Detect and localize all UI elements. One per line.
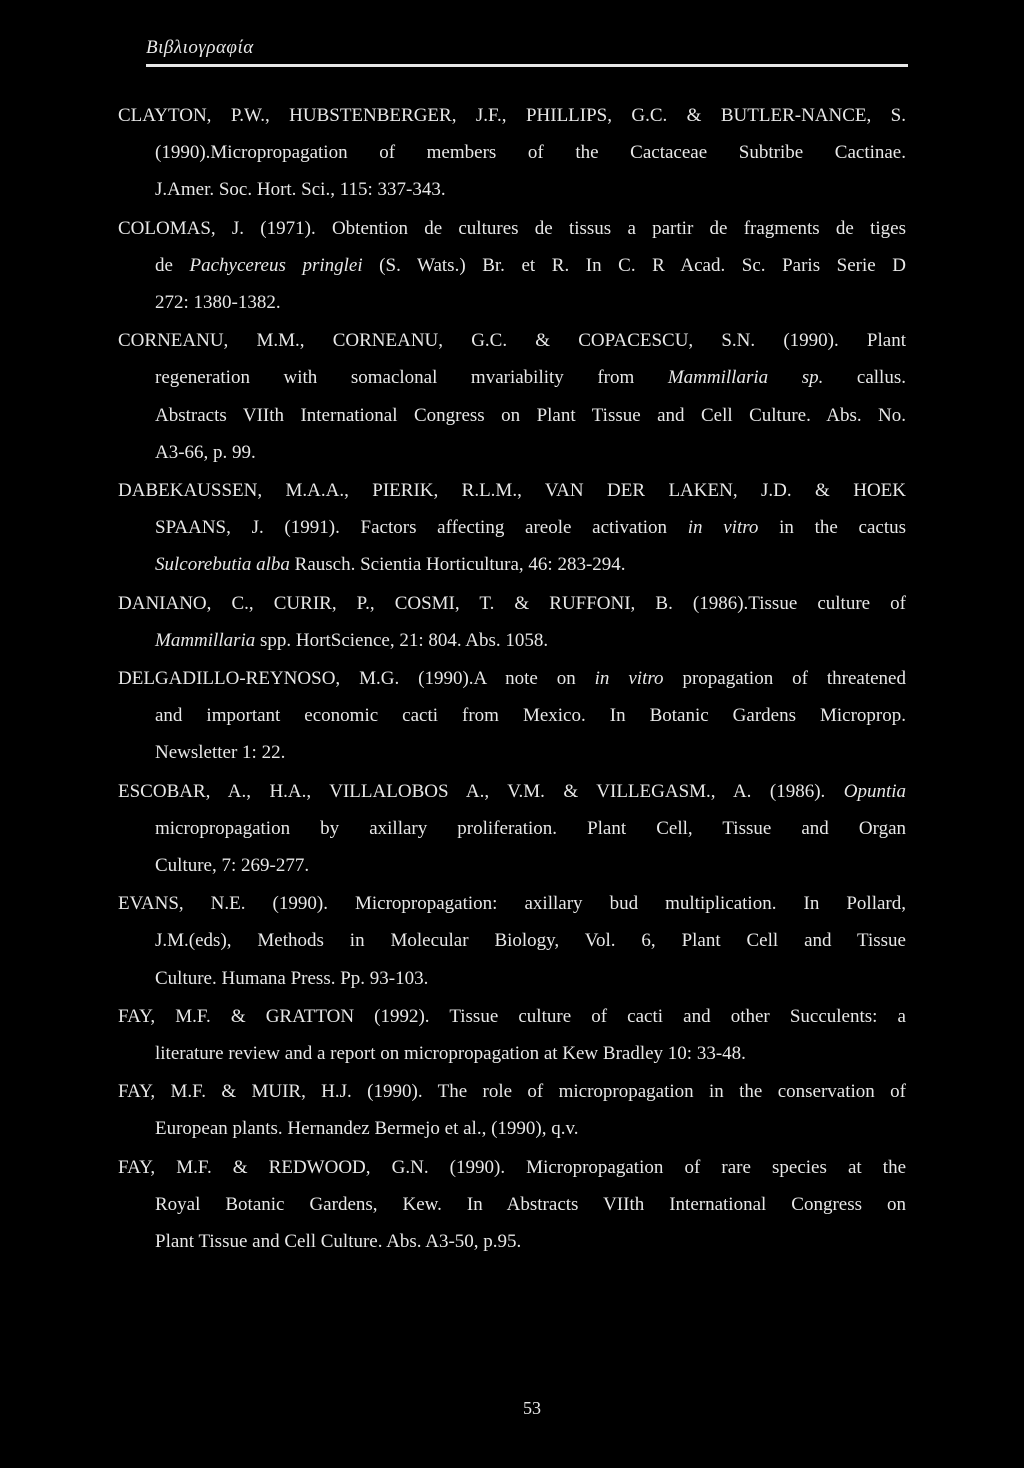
reference-text: micropropagation by axillary proliferation. Plant Cell, Tissue and Organ xyxy=(155,817,906,839)
reference-entry xyxy=(118,97,906,209)
reference-line xyxy=(118,1073,906,1110)
reference-text: Culture. Humana Press. Pp. 93-103. xyxy=(155,967,429,989)
reference-text: A3-66, p. 99. xyxy=(155,441,256,463)
reference-text: propagation of threatened xyxy=(663,668,906,690)
reference-text: J.Amer. Soc. Hort. Sci., 115: 337-343. xyxy=(155,179,446,201)
italic-taxon-text: in vitro xyxy=(594,668,664,690)
reference-line xyxy=(118,472,906,509)
italic-taxon-text: Mammillaria xyxy=(155,629,256,651)
reference-entry xyxy=(118,1073,906,1147)
reference-line xyxy=(118,960,906,997)
italic-taxon-text: Sulcorebutia alba xyxy=(155,554,290,576)
reference-text: spp. HortScience, 21: 804. Abs. 1058. xyxy=(255,629,549,651)
reference-line xyxy=(118,322,906,359)
reference-line xyxy=(118,622,906,659)
reference-entry xyxy=(118,660,906,772)
reference-line xyxy=(118,1149,906,1186)
italic-taxon-text: in vitro xyxy=(687,517,759,539)
reference-line xyxy=(118,359,906,396)
reference-text: DELGADILLO-REYNOSO, M.G. (1990).A note on xyxy=(118,668,595,690)
reference-text: Royal Botanic Gardens, Kew. In Abstracts VIIth International Congress on xyxy=(155,1193,906,1215)
reference-text: European plants. Hernandez Bermejo et al., (1990), q.v. xyxy=(155,1118,579,1140)
reference-line xyxy=(118,734,906,771)
reference-line xyxy=(118,1035,906,1072)
reference-line xyxy=(118,922,906,959)
reference-text: and important economic cacti from Mexico. In Botanic Gardens Microprop. xyxy=(155,705,906,727)
reference-entry xyxy=(118,998,906,1072)
reference-line xyxy=(118,810,906,847)
section-title: Βιβλιογραφία xyxy=(146,37,254,58)
reference-text: in the cactus xyxy=(758,517,906,539)
reference-line xyxy=(118,134,906,171)
reference-list xyxy=(118,97,906,1261)
reference-line xyxy=(118,1186,906,1223)
reference-line xyxy=(118,171,906,208)
reference-entry xyxy=(118,322,906,471)
italic-taxon-text: Mammillaria sp. xyxy=(667,367,824,389)
reference-line xyxy=(118,847,906,884)
reference-line xyxy=(118,210,906,247)
reference-entry xyxy=(118,585,906,659)
reference-text: Rausch. Scientia Horticultura, 46: 283-294. xyxy=(289,554,626,576)
italic-taxon-text: Opuntia xyxy=(843,780,906,802)
reference-entry xyxy=(118,1149,906,1261)
reference-entry xyxy=(118,773,906,885)
reference-text: SPAANS, J. (1991). Factors affecting areole activation xyxy=(155,517,688,539)
reference-line xyxy=(118,434,906,471)
reference-line xyxy=(118,247,906,284)
italic-taxon-text: Pachycereus pringlei xyxy=(189,254,363,276)
reference-line xyxy=(118,546,906,583)
reference-line xyxy=(118,1110,906,1147)
reference-line xyxy=(118,998,906,1035)
reference-text: (S. Wats.) Br. et R. In C. R Acad. Sc. Paris Serie D xyxy=(362,254,906,276)
reference-text: (1990).Micropropagation of members of the Cactaceae Subtribe Cactinae. xyxy=(155,142,906,164)
reference-text: EVANS, N.E. (1990). Micropropagation: axillary bud multiplication. In Pollard, xyxy=(118,893,906,915)
reference-text: Culture, 7: 269-277. xyxy=(155,855,310,877)
reference-entry xyxy=(118,472,906,584)
header-divider xyxy=(146,64,908,67)
reference-line xyxy=(118,509,906,546)
reference-text: callus. xyxy=(823,367,906,389)
reference-text: FAY, M.F. & MUIR, H.J. (1990). The role of micropropagation in the conservation of xyxy=(118,1081,906,1103)
reference-text: ESCOBAR, A., H.A., VILLALOBOS A., V.M. & VILLEGASM., A. (1986). xyxy=(118,780,844,802)
reference-text: de xyxy=(155,254,190,276)
reference-text: CLAYTON, P.W., HUBSTENBERGER, J.F., PHILLIPS, G.C. & BUTLER-NANCE, S. xyxy=(118,105,906,126)
reference-line xyxy=(118,397,906,434)
reference-line xyxy=(118,697,906,734)
reference-text: DANIANO, C., CURIR, P., COSMI, T. & RUFFONI, B. (1986).Tissue culture of xyxy=(118,592,906,614)
reference-line xyxy=(118,1223,906,1260)
reference-entry xyxy=(118,210,906,322)
reference-entry xyxy=(118,885,906,997)
reference-text: FAY, M.F. & REDWOOD, G.N. (1990). Micropropagation of rare species at the xyxy=(118,1156,906,1178)
reference-line xyxy=(118,585,906,622)
reference-line xyxy=(118,284,906,321)
reference-text: J.M.(eds), Methods in Molecular Biology, Vol. 6, Plant Cell and Tissue xyxy=(155,930,906,952)
page-number: 53 xyxy=(523,1398,541,1418)
reference-line xyxy=(118,97,906,134)
reference-text: FAY, M.F. & GRATTON (1992). Tissue culture of cacti and other Succulents: a xyxy=(118,1005,906,1027)
reference-text: Abstracts VIIth International Congress on Plant Tissue and Cell Culture. Abs. No. xyxy=(155,404,906,426)
reference-text: 272: 1380-1382. xyxy=(155,292,281,314)
reference-text: COLOMAS, J. (1971). Obtention de cultures de tissus a partir de fragments de tiges xyxy=(118,217,906,239)
reference-text: regeneration with somaclonal mvariability from xyxy=(155,367,668,389)
reference-line xyxy=(118,660,906,697)
reference-text: Plant Tissue and Cell Culture. Abs. A3-50, p.95. xyxy=(155,1231,522,1253)
reference-line xyxy=(118,773,906,810)
reference-text: Newsletter 1: 22. xyxy=(155,742,286,764)
reference-text: DABEKAUSSEN, M.A.A., PIERIK, R.L.M., VAN DER LAKEN, J.D. & HOEK xyxy=(118,480,906,502)
reference-text: CORNEANU, M.M., CORNEANU, G.C. & COPACESCU, S.N. (1990). Plant xyxy=(118,330,906,352)
reference-line xyxy=(118,885,906,922)
reference-text: literature review and a report on micropropagation at Kew Bradley 10: 33-48. xyxy=(155,1043,746,1065)
